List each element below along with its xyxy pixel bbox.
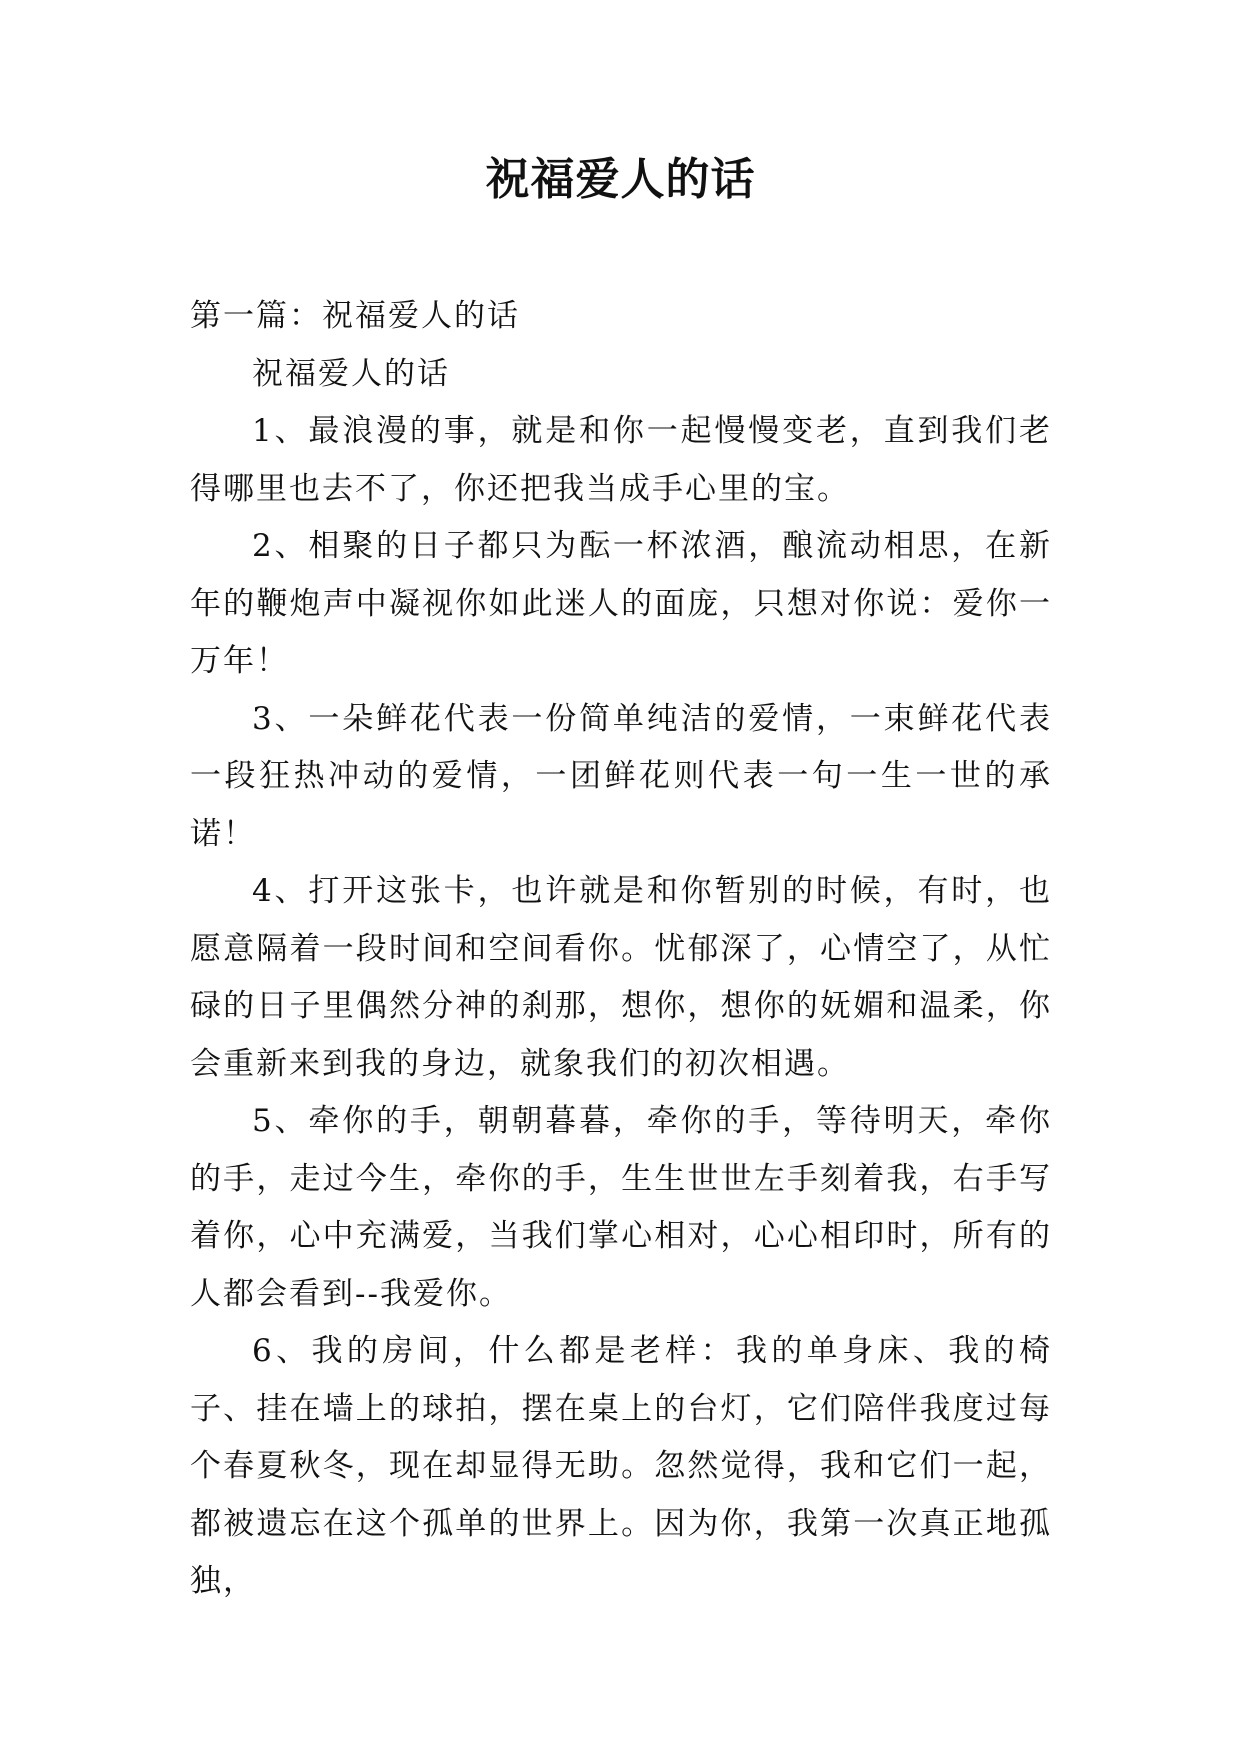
section-heading: 第一篇：祝福爱人的话 (190, 298, 520, 334)
paragraph-2: 2、相聚的日子都只为酝一杯浓酒，酿流动相思，在新年的鞭炮声中凝视你如此迷人的面庞，只想对你说：爱你一万年！ (190, 528, 1052, 679)
paragraph-5: 5、牵你的手，朝朝暮暮，牵你的手，等待明天，牵你的手，走过今生，牵你的手，生生世世左手刻着我，右手写着你，心中充满爱，当我们掌心相对，心心相印时，所有的人都会看到--我爱你。 (190, 1103, 1052, 1312)
paragraph-3: 3、一朵鲜花代表一份简单纯洁的爱情，一束鲜花代表一段狂热冲动的爱情，一团鲜花则代表一句一生一世的承诺！ (190, 700, 1052, 852)
section-subtitle: 祝福爱人的话 (252, 355, 450, 392)
paragraph-1: 1、最浪漫的事，就是和你一起慢慢变老，直到我们老得哪里也去不了，你还把我当成手心里的宝。 (190, 413, 1052, 507)
document-body (190, 288, 1052, 1611)
document-title: 祝福爱人的话 (485, 154, 756, 205)
paragraph-6: 6、我的房间，什么都是老样：我的单身床、我的椅子、挂在墙上的球拍，摆在桌上的台灯，它们陪伴我度过每个春夏秋冬，现在却显得无助。忽然觉得，我和它们一起，都被遗忘在这个孤单的世界上。因为你，我第一次真正地孤独， (190, 1333, 1052, 1599)
paragraph-4: 4、打开这张卡，也许就是和你暂别的时候，有时，也愿意隔着一段时间和空间看你。忧郁深了，心情空了，从忙碌的日子里偶然分神的刹那，想你，想你的妩媚和温柔，你会重新来到我的身边，就象我们的初次相遇。 (190, 873, 1052, 1082)
